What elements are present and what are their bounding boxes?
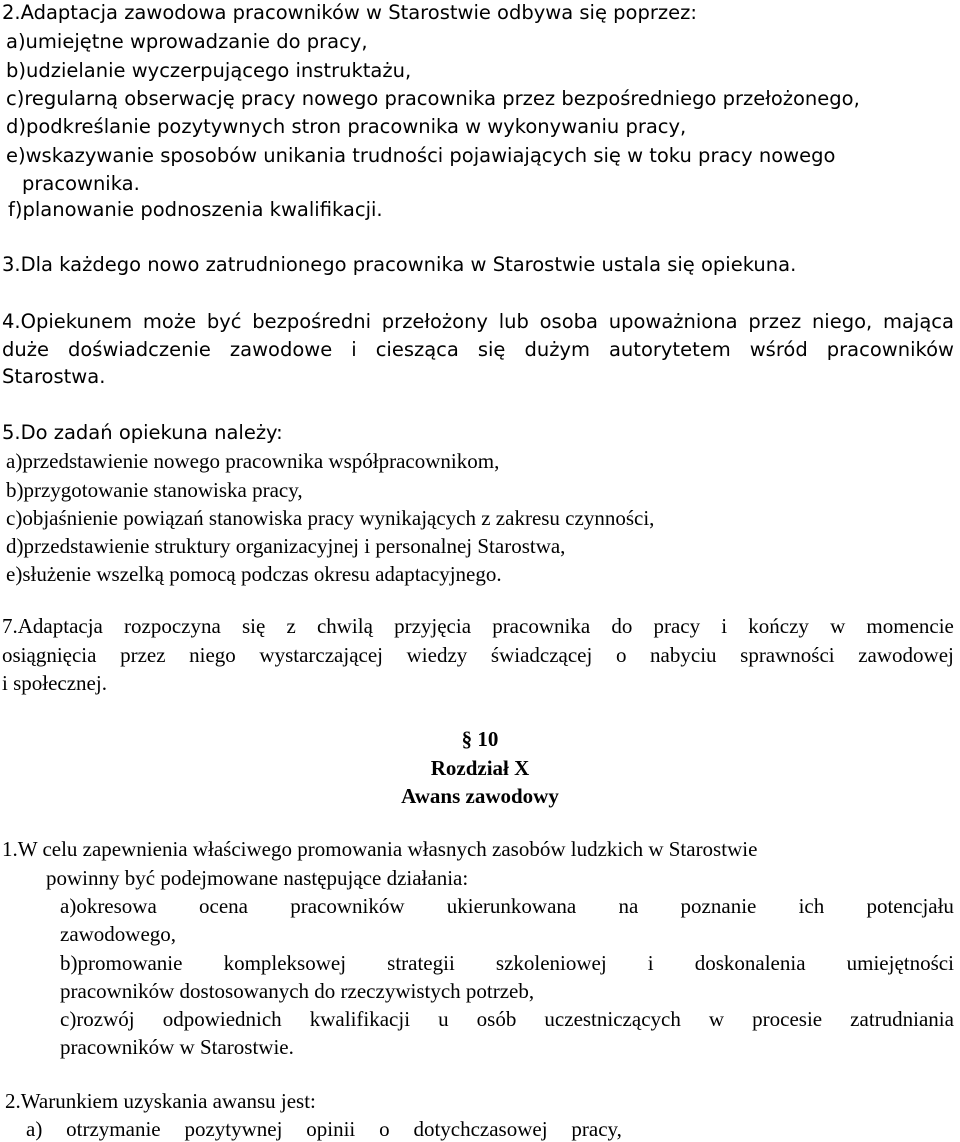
word: momencie [866,614,954,638]
word: pracy, [571,1117,622,1141]
word: o [615,643,627,667]
word: na [618,894,639,918]
word: ich [798,894,825,918]
point2-item-a [26,1119,622,1140]
word: przez [748,310,802,333]
point1-item-a-cont: zawodowego, [60,922,177,946]
word: doskonalenia [694,951,806,975]
word: doświadczenie [68,338,211,361]
word: się [477,338,506,361]
word: pozytywnej [184,1117,283,1141]
word: zatrudniania [850,1007,954,1031]
word: poznanie [680,894,757,918]
section4-line3: Starostwa. [2,365,106,388]
chapter-subtitle: Awans zawodowy [401,784,559,808]
section5-item-c: c)objaśnienie powiązań stanowiska pracy wynikających z zakresu czynności, [6,506,655,530]
word: pracowników [826,338,954,361]
word: zawodowej [858,643,954,667]
point1-item-a [60,896,954,917]
section7-line1 [2,616,954,637]
section4-line2 [2,340,954,360]
word: ukierunkowana [446,894,577,918]
word: się [241,614,266,638]
word: dotychczasowej [413,1117,548,1141]
word: o [379,1117,390,1141]
point1-item-c [60,1009,954,1030]
word: być [206,310,242,333]
word: bezpośredni [252,310,372,333]
word: i [647,951,654,975]
word: procesie [752,1007,823,1031]
section5-item-d: d)przedstawienie struktury organizacyjnej i personalnej Starostwa, [6,534,566,558]
word: c)rozwój [60,1007,135,1031]
word: mająca [882,310,954,333]
word: przyjęcia [394,614,472,638]
word: kończy [748,614,809,638]
word: rozpoczyna [124,614,221,638]
word: niego, [811,310,873,333]
section3-text: 3.Dla każdego nowo zatrudnionego pracownika w Starostwie ustala się opiekuna. [2,253,797,276]
word: wśród [749,338,808,361]
word: w [830,614,846,638]
section5-heading: 5.Do zadań opiekuna należy: [2,421,283,444]
word: zawodowe [229,338,333,361]
section2-item-a: a)umiejętne wprowadzanie do pracy, [6,30,368,53]
word: osób [476,1007,517,1031]
section4-line1 [2,312,954,332]
section2-item-e: e)wskazywanie sposobów unikania trudności pojawiających się w toku pracy nowego [6,144,836,167]
section2-heading: 2.Adaptacja zawodowa pracowników w Starostwie odbywa się poprzez: [2,1,697,24]
section5-item-a: a)przedstawienie nowego pracownika współpracownikom, [6,449,500,473]
word: przełożony [381,310,488,333]
word: autorytetem [608,338,731,361]
section2-item-b: b)udzielanie wyczerpującego instruktażu, [6,59,412,82]
word: 4.Opiekunem [2,310,133,333]
point1-item-c-cont: pracowników w Starostwie. [60,1035,294,1059]
word: opinii [306,1117,356,1141]
word: pracownika [492,614,591,638]
word: w [708,1007,725,1031]
word: kwalifikacji [309,1007,411,1031]
word: szkoleniowej [495,951,607,975]
word: pracowników [290,894,405,918]
word: i [721,614,728,638]
word: uczestniczących [544,1007,681,1031]
word: duże [2,338,49,361]
word: odpowiednich [162,1007,282,1031]
word: potencjału [866,894,954,918]
word: strategii [387,951,455,975]
word: a)okresowa [60,894,157,918]
point1-item-b [60,953,954,974]
word: b)promowanie [60,951,183,975]
word: chwilą [316,614,373,638]
word: do [611,614,633,638]
word: osoba [539,310,598,333]
word: a) [26,1117,43,1141]
point1-item-b-cont: pracowników dostosowanych do rzeczywistych potrzeb, [60,979,535,1003]
section2-item-e-cont: pracownika. [22,172,140,195]
section2-item-c: c)regularną obserwację pracy nowego pracownika przez bezpośredniego przełożonego, [6,87,860,110]
word: i [351,338,357,361]
word: u [438,1007,449,1031]
word: świadczącej [490,643,593,667]
section5-item-b: b)przygotowanie stanowiska pracy, [6,478,303,502]
word: przez [120,643,166,667]
word: ciesząca [375,338,459,361]
section2-item-d: d)podkreślanie pozytywnych stron pracownika w wykonywaniu pracy, [6,115,687,138]
word: upoważniona [608,310,738,333]
word: dużym [524,338,590,361]
point1-line2: powinny być podejmowane następujące działania: [46,866,469,890]
word: 7.Adaptacja [2,614,103,638]
word: wystarczającej [259,643,384,667]
word: otrzymanie [66,1117,161,1141]
word: kompleksowej [223,951,347,975]
word: może [142,310,197,333]
section5-item-e: e)służenie wszelką pomocą podczas okresu adaptacyjnego. [6,562,502,586]
word: z [286,614,296,638]
section2-item-f: f)planowanie podnoszenia kwalifikacji. [8,198,383,221]
word: pracy [653,614,701,638]
word: umiejętności [846,951,954,975]
word: sprawności [740,643,835,667]
word: ocena [199,894,248,918]
point2-heading: 2.Warunkiem uzyskania awansu jest: [5,1089,316,1113]
chapter-title: Rozdział X [430,756,530,780]
word: niego [189,643,236,667]
section7-line3: i społecznej. [2,671,107,695]
section7-line2 [2,645,954,666]
word: lub [498,310,529,333]
paragraph-number: § 10 [461,727,499,751]
point1-line1: 1.W celu zapewnienia właściwego promowania własnych zasobów ludzkich w Starostwie [2,837,758,861]
word: wiedzy [406,643,468,667]
word: nabyciu [650,643,717,667]
word: osiągnięcia [2,643,97,667]
